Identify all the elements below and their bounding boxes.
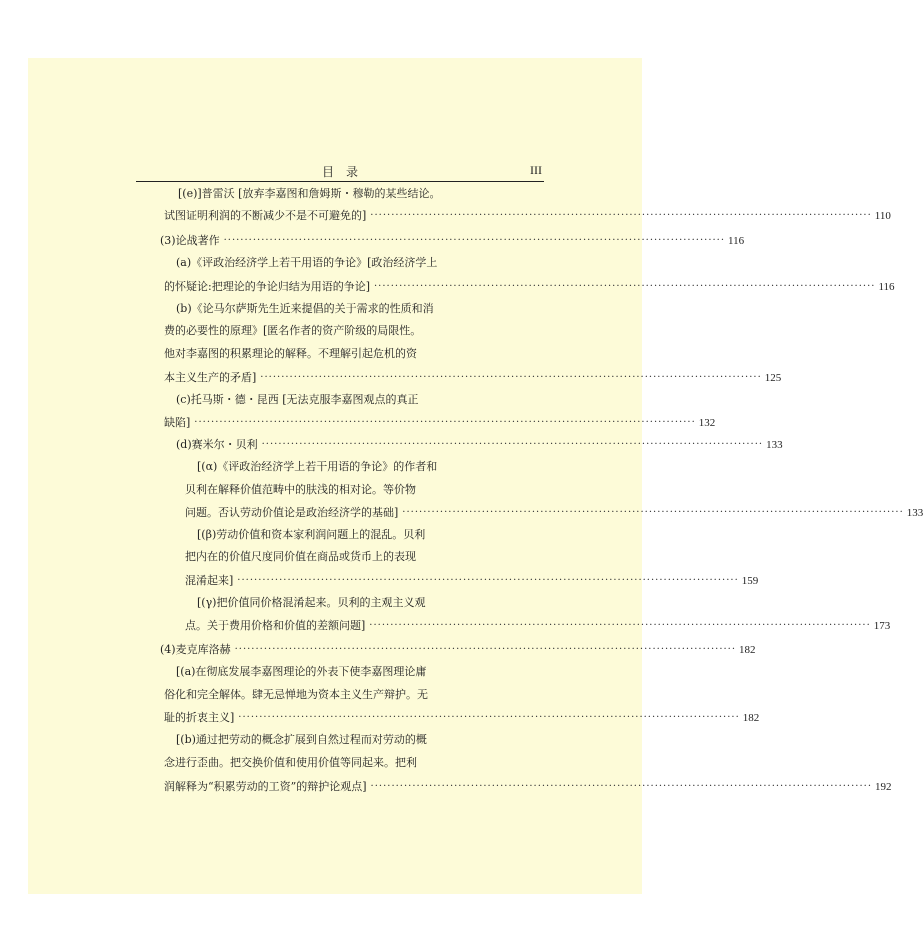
toc-entry [160, 231, 745, 251]
toc-entry [176, 390, 419, 410]
toc-entry-text: (3)论战著作 [160, 234, 220, 247]
toc-entry [164, 777, 892, 797]
toc-leader-dots: ························································································································ [374, 281, 876, 292]
toc-leader-dots: ························································································································ [238, 712, 740, 723]
toc-leader-dots: ························································································································ [370, 781, 872, 792]
header-page-number: III [530, 163, 542, 177]
toc-entry-text: 问题。否认劳动价值论是政治经济学的基础] [185, 506, 399, 519]
toc-entry-text: 本主义生产的矛盾] [164, 371, 257, 384]
toc-entry-text: 贝利在解释价值范畴中的肤浅的相对论。等价物 [185, 483, 416, 496]
toc-page-number: 125 [764, 372, 782, 384]
toc-entry [176, 435, 783, 455]
toc-entry-text: [(b)通过把劳动的概念扩展到自然过程而对劳动的概 [176, 733, 427, 746]
toc-entry-text: [(e)]普雷沃 [放弃李嘉图和詹姆斯・穆勒的某些结论。 [178, 187, 441, 200]
toc-page-number: 159 [741, 575, 759, 587]
header-title: 目 录 [321, 165, 358, 179]
toc-entry [160, 640, 756, 660]
toc-leader-dots: ························································································································ [234, 644, 737, 655]
toc-entry-text: [(β)劳动价值和资本家利润问题上的混乱。贝利 [197, 528, 426, 541]
toc-leader-dots: ························································································································ [369, 620, 871, 631]
toc-page-number: 133 [906, 507, 923, 519]
toc-page-number: 116 [728, 235, 745, 247]
toc-leader-dots: ························································································································ [237, 575, 739, 586]
toc-entry-text: 的怀疑论:把理论的争论归结为用语的争论] [164, 280, 370, 293]
toc-entry [176, 253, 437, 273]
toc-entry-text: (b)《论马尔萨斯先生近来提倡的关于需求的性质和消 [176, 302, 434, 315]
toc-entry [185, 547, 416, 567]
toc-entry-text: 他对李嘉图的积累理论的解释。不理解引起危机的资 [164, 347, 417, 360]
toc-entry-text: (4)麦克库洛赫 [160, 643, 231, 656]
toc-entry-text: 费的必要性的原理》[匿名作者的资产阶级的局限性。 [164, 324, 422, 337]
toc-entry [197, 593, 425, 613]
toc-entry [185, 480, 416, 500]
toc-entry-text: 点。关于费用价格和价值的差额问题] [185, 619, 366, 632]
toc-entry-text: (c)托马斯・德・昆西 [无法克服李嘉图观点的真正 [176, 393, 419, 406]
toc-entry-text: 俗化和完全解体。肆无忌惮地为资本主义生产辩护。无 [164, 688, 428, 701]
toc-leader-dots: ························································································································ [402, 507, 904, 518]
toc-entry-text: [(γ)把价值同价格混淆起来。贝利的主观主义观 [197, 596, 426, 609]
toc-page-number: 116 [878, 281, 895, 293]
toc-entry [164, 206, 891, 226]
toc-entry [178, 184, 440, 204]
toc-page-number: 192 [875, 781, 892, 793]
toc-entry [164, 344, 417, 364]
toc-page-number: 132 [698, 417, 716, 429]
toc-entry [185, 503, 923, 523]
toc-entry [197, 525, 425, 545]
toc-entry-text: 混淆起来] [185, 574, 234, 587]
toc-entry [164, 685, 428, 705]
toc-entry [164, 368, 782, 388]
toc-entry-text: [(α)《评政治经济学上若干用语的争论》的作者和 [197, 460, 438, 473]
toc-entry-text: [(a)在彻底发展李嘉图理论的外表下使李嘉图理论庸 [176, 665, 427, 678]
toc-leader-dots: ························································································································ [260, 372, 762, 383]
toc-entry-text: 耻的折衷主义] [164, 711, 235, 724]
toc-entry [185, 571, 759, 591]
toc-entry [176, 730, 427, 750]
toc-entry [176, 299, 434, 319]
toc-entry [164, 753, 417, 773]
toc-page-number: 133 [766, 439, 783, 451]
toc-leader-dots: ························································································································ [223, 235, 726, 246]
toc-page-number: 182 [742, 712, 760, 724]
toc-entry [164, 321, 421, 341]
toc-page-number: 173 [873, 620, 891, 632]
toc-entry [176, 662, 426, 682]
toc-entry [185, 616, 891, 636]
toc-entry-text: (a)《评政治经济学上若干用语的争论》[政治经济学上 [176, 256, 438, 269]
toc-leader-dots: ························································································································ [370, 210, 872, 221]
toc-leader-dots: ························································································································ [261, 439, 764, 450]
toc-page-number: 110 [874, 210, 891, 222]
toc-leader-dots: ························································································································ [194, 417, 696, 428]
toc-page-number: 182 [739, 644, 756, 656]
toc-entry [164, 277, 895, 297]
toc-entry [164, 708, 760, 728]
toc-entry-text: (d)赛米尔・贝利 [176, 438, 258, 451]
toc-entry-text: 试图证明利润的不断减少不是不可避免的] [164, 209, 367, 222]
toc-entry-text: 缺陷] [164, 416, 191, 429]
toc-entry-text: 把内在的价值尺度同价值在商品或货币上的表现 [185, 550, 416, 563]
toc-entry [197, 457, 437, 477]
toc-entry-text: 念进行歪曲。把交换价值和使用价值等同起来。把利 [164, 756, 417, 769]
toc-entry-text: 润解释为“积累劳动的工资”的辩护论观点] [164, 780, 367, 793]
toc-entry [164, 413, 716, 433]
